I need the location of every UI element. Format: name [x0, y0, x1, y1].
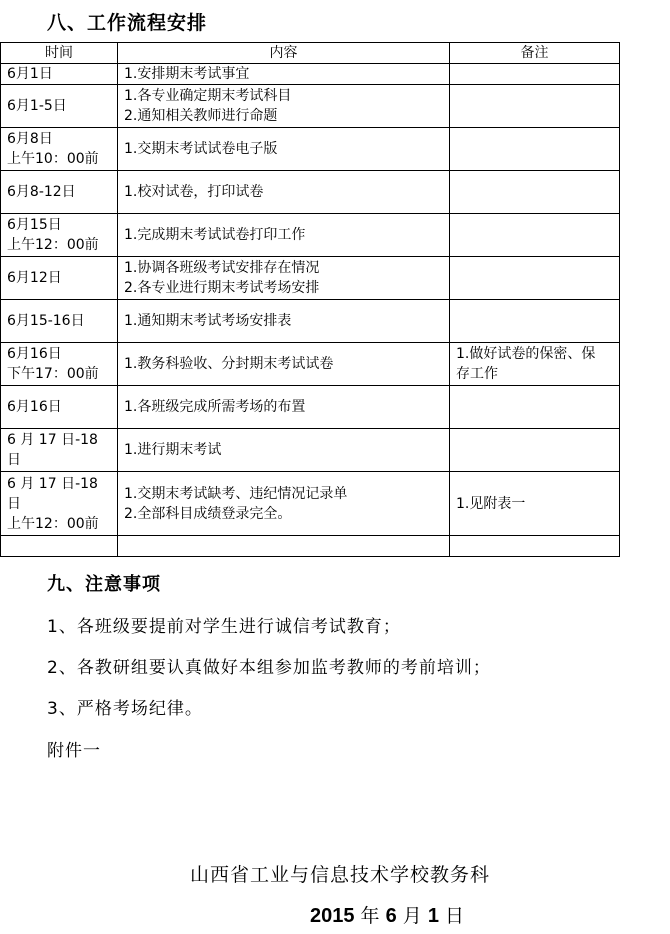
signature-org: 山西省工业与信息技术学校教务科	[190, 864, 491, 886]
content-cell-line: 1.交期末考试试卷电子版	[124, 141, 278, 157]
table-row	[1, 171, 620, 214]
date-day: 1	[427, 905, 439, 927]
time-cell-line: 6月16日	[7, 399, 62, 415]
time-cell-line: 6月12日	[7, 270, 62, 286]
section9-title: 九、注意事项	[47, 574, 161, 595]
time-cell	[1, 85, 118, 128]
time-cell	[1, 343, 118, 386]
table-row	[1, 536, 620, 557]
content-cell	[118, 536, 450, 557]
content-cell-line: 2.各专业进行期末考试考场安排	[124, 280, 320, 296]
table-row	[1, 128, 620, 171]
note-cell	[450, 64, 620, 85]
date-month-unit: 月	[402, 905, 422, 927]
time-cell	[1, 171, 118, 214]
content-cell	[118, 257, 450, 300]
time-cell-line: 6月1-5日	[7, 98, 67, 114]
content-cell	[118, 343, 450, 386]
content-cell-line: 1.完成期末考试试卷打印工作	[124, 227, 306, 243]
time-cell-line: 6月16日	[7, 346, 62, 362]
content-cell	[118, 214, 450, 257]
note-cell	[450, 85, 620, 128]
attachment-label: 附件一	[47, 741, 101, 761]
note-cell	[450, 214, 620, 257]
time-cell	[1, 429, 118, 472]
content-cell-line: 1.安排期末考试事宜	[124, 66, 250, 82]
note-cell	[450, 536, 620, 557]
content-cell-line: 1.协调各班级考试安排存在情况	[124, 260, 320, 276]
content-cell	[118, 64, 450, 85]
note-cell	[450, 128, 620, 171]
date-day-unit: 日	[445, 905, 465, 927]
time-cell	[1, 536, 118, 557]
time-cell-line: 日	[7, 452, 21, 468]
note-cell-line: 1.做好试卷的保密、保	[456, 346, 596, 362]
time-cell	[1, 128, 118, 171]
content-cell-line: 1.通知期末考试考场安排表	[124, 313, 292, 329]
content-cell-line: 2.全部科目成绩登录完全。	[124, 505, 292, 522]
time-cell-line: 6月8-12日	[7, 184, 76, 200]
table-row	[1, 429, 620, 472]
time-cell-line: 上午12：00前	[7, 237, 99, 253]
time-cell-line: 下午17：00前	[7, 366, 99, 382]
note-cell-line: 1.见附表一	[456, 495, 526, 512]
table-row	[1, 85, 620, 128]
table-row	[1, 343, 620, 386]
content-cell-line: 1.各班级完成所需考场的布置	[124, 399, 306, 415]
time-cell-line: 6月15日	[7, 217, 62, 233]
header-content: 内容	[118, 43, 450, 64]
time-cell-line: 6月15-16日	[7, 313, 85, 329]
time-cell	[1, 300, 118, 343]
notice-item: 1、各班级要提前对学生进行诚信考试教育；	[47, 617, 401, 637]
content-cell	[118, 128, 450, 171]
table-row	[1, 64, 620, 85]
table-header-row	[1, 43, 620, 64]
content-cell-line: 1.教务科验收、分封期末考试试卷	[124, 356, 334, 372]
content-cell	[118, 386, 450, 429]
content-cell	[118, 171, 450, 214]
note-cell	[450, 343, 620, 386]
content-cell-line: 1.交期末考试缺考、违纪情况记录单	[124, 485, 348, 502]
time-cell-line: 6月8日	[7, 131, 53, 147]
date-year-unit: 年	[360, 905, 380, 927]
content-cell	[118, 85, 450, 128]
header-time: 时间	[1, 43, 118, 64]
note-cell	[450, 386, 620, 429]
note-cell	[450, 429, 620, 472]
time-cell	[1, 257, 118, 300]
note-cell	[450, 257, 620, 300]
date-month: 6	[385, 905, 397, 927]
table-row	[1, 257, 620, 300]
date-year: 2015	[310, 905, 355, 927]
time-cell-line: 6月1日	[7, 66, 53, 82]
notice-item: 3、严格考场纪律。	[47, 699, 203, 719]
table-row	[1, 386, 620, 429]
table-row	[1, 214, 620, 257]
header-note: 备注	[450, 43, 620, 64]
note-cell	[450, 171, 620, 214]
content-cell-line: 1.进行期末考试	[124, 442, 222, 458]
notice-item: 2、各教研组要认真做好本组参加监考教师的考前培训；	[47, 658, 491, 678]
time-cell-line: 上午10：00前	[7, 151, 99, 167]
table-row	[1, 300, 620, 343]
time-cell-line: 6 月 17 日-18	[7, 475, 98, 492]
content-cell	[118, 300, 450, 343]
content-cell-line: 2.通知相关教师进行命题	[124, 108, 278, 124]
section8-title: 八、工作流程安排	[47, 12, 208, 34]
time-cell-line: 上午12：00前	[7, 515, 99, 532]
schedule-table	[0, 42, 620, 557]
time-cell-line: 6 月 17 日-18	[7, 432, 98, 448]
table-row	[1, 472, 620, 536]
note-cell	[450, 300, 620, 343]
note-cell-line: 存工作	[456, 366, 498, 382]
content-cell	[118, 472, 450, 536]
time-cell	[1, 472, 118, 536]
time-cell	[1, 214, 118, 257]
time-cell	[1, 64, 118, 85]
signature-date	[310, 901, 464, 928]
content-cell-line: 1.校对试卷，打印试卷	[124, 184, 264, 200]
content-cell-line: 1.各专业确定期末考试科目	[124, 88, 292, 104]
note-cell	[450, 472, 620, 536]
time-cell	[1, 386, 118, 429]
content-cell	[118, 429, 450, 472]
time-cell-line: 日	[7, 495, 21, 512]
